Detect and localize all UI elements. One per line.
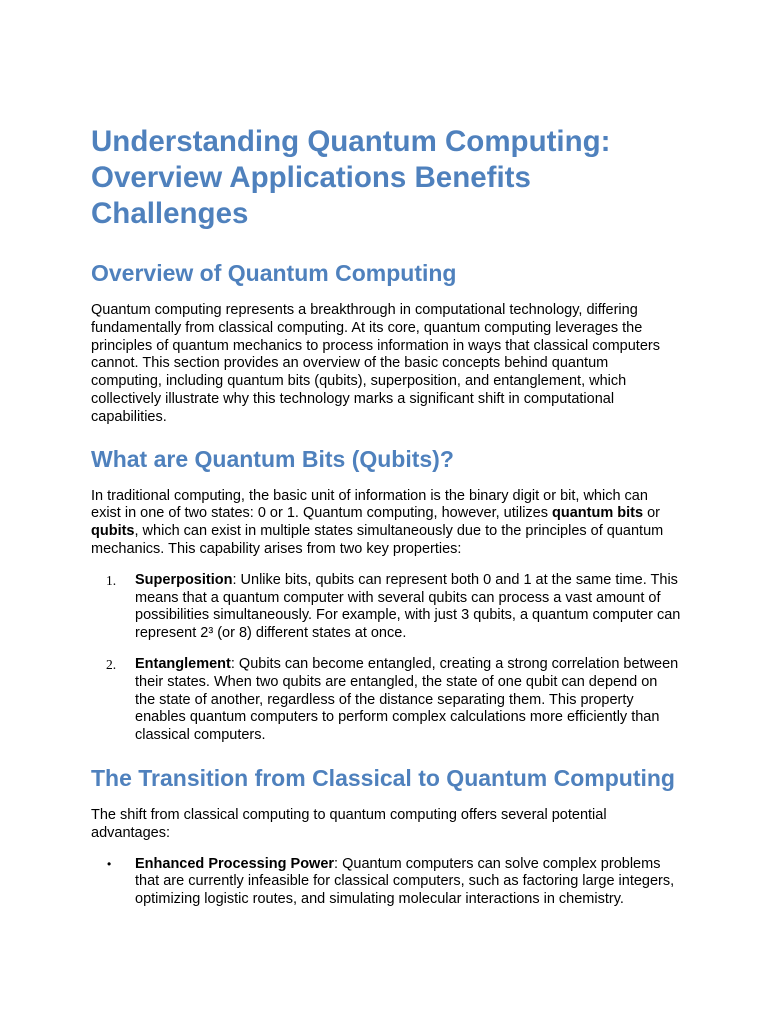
section-heading-qubits: What are Quantum Bits (Qubits)? [91,445,454,472]
qubits-paragraph-bold2: qubits [91,523,135,540]
document-content [91,124,681,909]
transition-paragraph: The shift from classical computing to quantum computing offers several potential advantages: [91,806,607,841]
list-item-term: Superposition [135,571,233,588]
list-item-text: : Quantum computers can solve complex problems that are currently infeasible for classical computers, such as factoring large integers, optimizing logistic routes, and simulating molecular interactions in chemistry. [135,855,675,908]
section-heading-overview: Overview of Quantum Computing [91,260,457,286]
list-marker: 1. [106,572,117,588]
bullet-marker: • [107,856,112,871]
list-item-entanglement [91,656,681,745]
list-item-processing-power [91,856,681,909]
qubits-paragraph-bold1: quantum bits [552,505,644,522]
qubits-paragraph [91,488,681,559]
list-item-term: Enhanced Processing Power [135,855,335,872]
overview-paragraph: Quantum computing represents a breakthrough in computational technology, differing fundamentally from classical computing. At its core, quantum computing leverages the principles of quantum mechanics to process information in ways that classical computers cannot. This section provides an overview of the basic concepts behind quantum computing, including quantum bits (qubits), superposition, and entanglement, which collectively illustrate why this technology marks a significant shift in computational capabilities. [91,302,660,425]
advantages-list [91,856,681,909]
list-item-superposition [91,572,681,643]
section-heading-transition: The Transition from Classical to Quantum Computing [91,764,675,791]
qubit-properties-list [91,572,681,745]
qubits-paragraph-part2: or [643,505,660,522]
list-item-text: : Unlike bits, qubits can represent both 0 and 1 at the same time. This means that a quantum computer with several qubits can process a vast amount of possibilities simultaneously. For example, with just 3 qubits, a quantum computer can represent 2³ (or 8) different states at once. [135,571,681,642]
qubits-paragraph-part1: In traditional computing, the basic unit of information is the binary digit or bit, which can exist in one of two states: 0 or 1. Quantum computing, however, utilizes [91,487,648,522]
list-item-text: : Qubits can become entangled, creating a strong correlation between their states. When two qubits are entangled, the state of one qubit can depend on the state of another, regardless of the distance separating them. This property enables quantum computers to perform complex calculations more efficiently than classical computers. [135,655,679,744]
qubits-paragraph-part3: , which can exist in multiple states simultaneously due to the principles of quantum mechanics. This capability arises from two key properties: [91,523,664,557]
list-item-term: Entanglement [135,655,231,672]
list-marker: 2. [106,656,117,672]
document-title: Understanding Quantum Computing: Overview Applications Benefits Challenges [91,125,611,230]
